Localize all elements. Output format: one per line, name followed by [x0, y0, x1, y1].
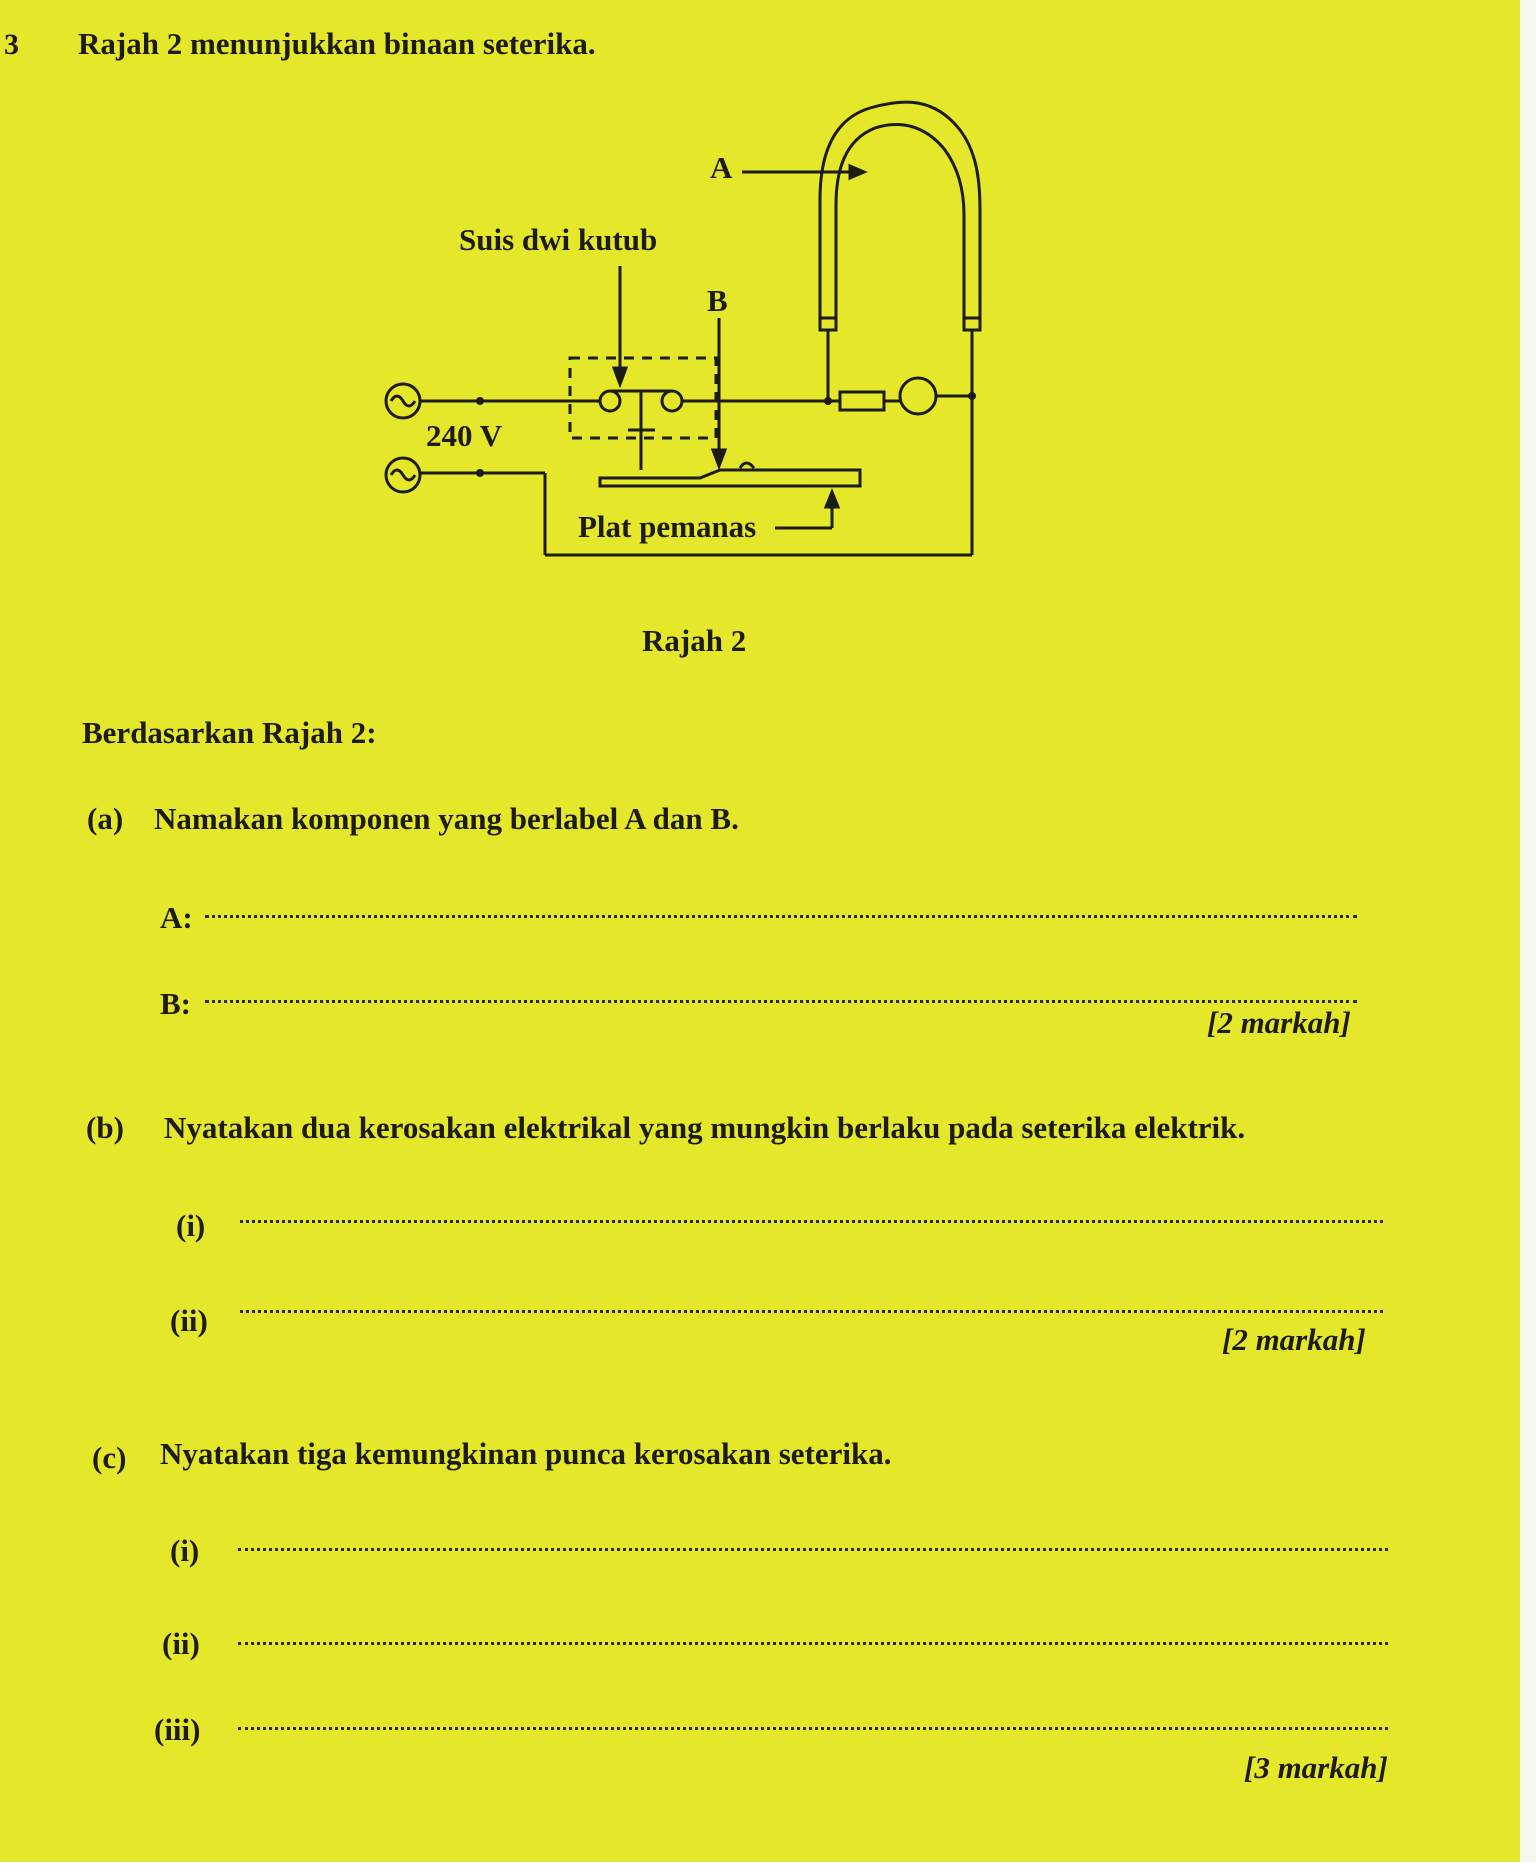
- part-a-label-a: A:: [160, 900, 193, 935]
- part-a-label-b: B:: [160, 986, 191, 1021]
- part-b-marks: [2 markah]: [1222, 1322, 1366, 1357]
- part-c-label-ii: (ii): [162, 1626, 200, 1661]
- answer-line-b[interactable]: [205, 1000, 1357, 1003]
- answer-line-c-iii[interactable]: [238, 1727, 1388, 1730]
- question-number: 3: [4, 28, 19, 61]
- part-c-label-iii: (iii): [154, 1712, 201, 1747]
- part-c-marks: [3 markah]: [1244, 1750, 1388, 1785]
- answer-line-a[interactable]: [205, 915, 1357, 918]
- part-b-letter: (b): [86, 1110, 124, 1145]
- answer-line-c-i[interactable]: [238, 1548, 1388, 1551]
- part-a-prompt: Namakan komponen yang berlabel A dan B.: [154, 801, 739, 836]
- part-c-prompt: Nyatakan tiga kemungkinan punca kerosakan seterika.: [160, 1436, 892, 1471]
- part-c-label-i: (i): [170, 1533, 200, 1568]
- bottom-strip: [0, 1862, 1536, 1872]
- part-b-label-i: (i): [176, 1208, 206, 1243]
- part-a-letter: (a): [87, 801, 124, 836]
- part-c-letter: (c): [92, 1440, 127, 1475]
- answer-line-c-ii[interactable]: [238, 1642, 1388, 1645]
- part-b-prompt: Nyatakan dua kerosakan elektrikal yang mungkin berlaku pada seterika elektrik.: [164, 1110, 1246, 1145]
- switch-label: Suis dwi kutub: [459, 222, 658, 257]
- figure-caption: Rajah 2: [642, 623, 747, 658]
- answer-line-b-ii[interactable]: [240, 1310, 1383, 1313]
- part-b-label-ii: (ii): [170, 1303, 208, 1338]
- plate-label: Plat pemanas: [578, 509, 757, 544]
- part-a-marks: [2 markah]: [1207, 1005, 1351, 1040]
- question-intro: Rajah 2 menunjukkan binaan seterika.: [78, 26, 596, 61]
- label-a: A: [710, 150, 733, 185]
- voltage-label: 240 V: [426, 418, 503, 453]
- circuit-diagram: [0, 0, 1536, 660]
- answer-line-b-i[interactable]: [240, 1220, 1383, 1223]
- label-b: B: [707, 283, 728, 318]
- based-on-text: Berdasarkan Rajah 2:: [82, 715, 377, 750]
